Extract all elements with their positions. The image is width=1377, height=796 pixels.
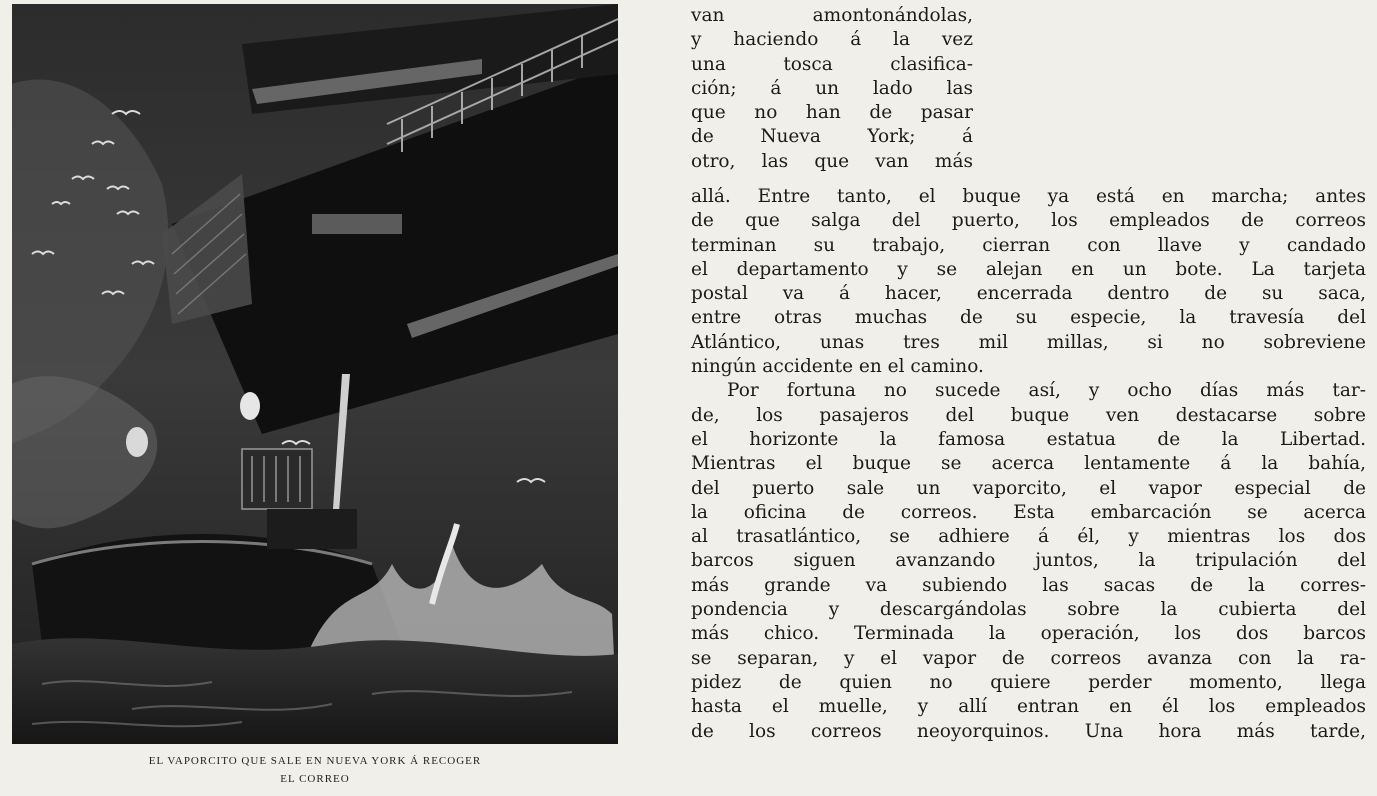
text-line: de Nueva York; á — [691, 126, 973, 148]
text-line: barcos siguen avanzando juntos, la tripulación del — [691, 550, 1366, 572]
text-line: terminan su trabajo, cierran con llave y candado — [691, 234, 1366, 256]
figure-caption — [12, 752, 618, 788]
text-line: Por fortuna no sucede así, y ocho días más tar- — [727, 380, 1366, 402]
text-line: al trasatlántico, se adhiere á él, y mientras los dos — [691, 526, 1366, 548]
text-line: se separan, y el vapor de correos avanza con la ra- — [691, 647, 1366, 669]
text-line: el horizonte la famosa estatua de la Libertad. — [691, 428, 1366, 450]
text-line: de, los pasajeros del buque ven destacarse sobre — [691, 404, 1366, 426]
text-line: van amontonándolas, — [691, 5, 973, 26]
text-line: más chico. Terminada la operación, los dos barcos — [691, 623, 1366, 645]
text-line: ción; á un lado las — [691, 77, 973, 99]
caption-line: EL VAPORCITO QUE SALE EN NUEVA YORK Á RECOGER — [148, 755, 482, 767]
text-line: otro, las que van más — [691, 150, 973, 172]
illustration-drawing — [12, 4, 618, 744]
text-line: del puerto sale un vaporcito, el vapor especial de — [691, 477, 1366, 499]
text-line: más grande va subiendo las sacas de la corres- — [691, 574, 1366, 596]
text-line: una tosca clasifica- — [691, 53, 973, 75]
text-line: postal va á hacer, encerrada dentro de su saca, — [691, 283, 1366, 305]
text-line: allá. Entre tanto, el buque ya está en marcha; antes — [691, 186, 1366, 207]
text-line: el departamento y se alejan en un bote. La tarjeta — [691, 258, 1366, 280]
caption-line: EL CORREO — [280, 773, 350, 785]
text-line: que no han de pasar — [691, 102, 973, 124]
text-line: y haciendo á la vez — [691, 29, 973, 51]
text-line: de los correos neoyorquinos. Una hora más tarde, — [691, 720, 1366, 742]
text-line: entre otras muchas de su especie, la travesía del — [691, 307, 1366, 329]
illustration-mail-steamer — [12, 4, 618, 744]
text-line: de que salga del puerto, los empleados de correos — [691, 210, 1366, 232]
text-line: hasta el muelle, y allí entran en él los empleados — [691, 696, 1366, 718]
text-line: pondencia y descargándolas sobre la cubierta del — [691, 599, 1366, 621]
text-line: Atlántico, unas tres mil millas, si no sobreviene — [691, 331, 1366, 353]
article-text-narrow — [691, 4, 973, 174]
text-line: Mientras el buque se acerca lentamente á la bahía, — [691, 453, 1366, 475]
article-text-wide — [691, 185, 1366, 744]
text-line: pidez de quien no quiere perder momento, llega — [691, 671, 1366, 693]
text-line: ningún accidente en el camino. — [691, 356, 984, 378]
text-line: la oficina de correos. Esta embarcación se acerca — [691, 501, 1366, 523]
